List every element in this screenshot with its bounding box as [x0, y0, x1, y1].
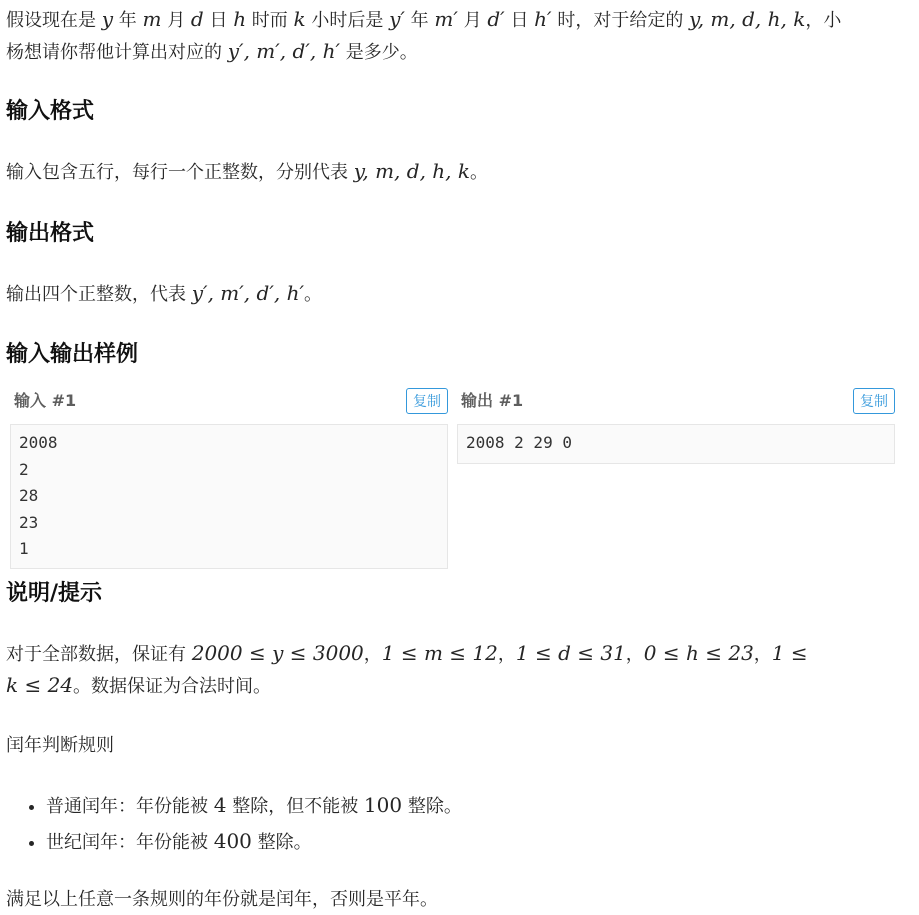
- output-format-heading: 输出格式: [6, 221, 95, 246]
- constraint-y: 2000 ≤ y ≤ 3000: [191, 641, 364, 665]
- desc-text: 杨想请你帮他计算出对应的: [6, 42, 228, 63]
- desc-text: 月: [457, 10, 488, 31]
- input-format-heading: 输入格式: [6, 99, 95, 124]
- leap-year-conclusion: 满足以上任意一条规则的年份就是闰年，否则是平年。: [6, 889, 438, 910]
- sample-output-header: [457, 388, 895, 418]
- hint-separator: ，: [497, 644, 516, 665]
- desc-text: 时而: [246, 10, 294, 31]
- input-format-desc: 。: [470, 162, 489, 183]
- var-m-prime: m′: [434, 7, 458, 31]
- desc-text: 是多少。: [340, 42, 418, 63]
- output-vars: y′, m′, d′, h′: [191, 281, 304, 305]
- var-h-prime: h′: [534, 7, 552, 31]
- sample-input-code[interactable]: 2008 2 28 23 1: [10, 424, 448, 569]
- var-output-list: y′, m′, d′, h′: [227, 39, 340, 63]
- copy-input-button[interactable]: 复制: [406, 388, 448, 414]
- var-d: d: [190, 7, 204, 31]
- leap-year-title: 闰年判断规则: [6, 735, 114, 756]
- desc-text: 日: [504, 10, 535, 31]
- output-format-text: [6, 278, 896, 310]
- desc-text: 假设现在是: [6, 10, 102, 31]
- desc-text: 月: [161, 10, 191, 31]
- samples-heading: 输入输出样例: [6, 342, 139, 367]
- constraint-k-end: k ≤ 24: [6, 673, 74, 697]
- sample-output-block: [457, 388, 895, 466]
- rule-text: 整除。: [402, 796, 462, 817]
- leap-year-rules: [6, 788, 896, 860]
- var-h: h: [233, 7, 247, 31]
- output-format-desc: 。: [304, 284, 322, 305]
- constraint-h: 0 ≤ h ≤ 23: [643, 641, 754, 665]
- desc-text: 小时后是: [305, 10, 390, 31]
- rule-text: 普通闰年：年份能被: [46, 796, 214, 817]
- hint-separator: ，: [625, 644, 644, 665]
- constraint-m: 1 ≤ m ≤ 12: [381, 641, 498, 665]
- constraint-k-start: 1 ≤: [771, 641, 808, 665]
- rule-text: 世纪闰年：年份能被: [46, 832, 214, 853]
- desc-text: 时，对于给定的: [551, 10, 690, 31]
- hint-text: 对于全部数据，保证有: [6, 644, 192, 665]
- rule-century-leap: [46, 824, 896, 860]
- desc-text: 年: [404, 10, 435, 31]
- hint-separator: ，: [753, 644, 772, 665]
- copy-output-button[interactable]: 复制: [853, 388, 895, 414]
- var-d-prime: d′: [487, 7, 505, 31]
- desc-text: 日: [203, 10, 234, 31]
- desc-text: 年: [113, 10, 143, 31]
- hint-separator: ，: [363, 644, 382, 665]
- input-format-text: [6, 156, 896, 188]
- rule-common-leap: [46, 788, 896, 824]
- var-m: m: [142, 7, 162, 31]
- hint-text: 。数据保证为合法时间。: [73, 676, 272, 697]
- problem-description: [6, 4, 896, 68]
- rule-text: 整除，但不能被: [226, 796, 364, 817]
- sample-input-title: 输入 #1: [14, 391, 77, 410]
- output-format-desc: 输出四个正整数，代表: [6, 284, 192, 305]
- input-vars: y, m, d, h, k: [353, 159, 471, 183]
- hint-heading: 说明/提示: [6, 581, 103, 606]
- rule-text: 整除。: [251, 832, 312, 853]
- rule-number: 4: [213, 793, 227, 817]
- rule-number: 400: [213, 829, 252, 853]
- var-y: y: [101, 7, 114, 31]
- var-k: k: [293, 7, 306, 31]
- sample-output-code[interactable]: 2008 2 29 0: [457, 424, 895, 464]
- constraint-d: 1 ≤ d ≤ 31: [515, 641, 626, 665]
- sample-input-header: [10, 388, 448, 418]
- hint-constraints: [6, 638, 896, 702]
- var-list: y, m, d, h, k: [689, 7, 806, 31]
- sample-output-title: 输出 #1: [461, 391, 524, 410]
- var-y-prime: y′: [389, 7, 405, 31]
- rule-number: 100: [363, 793, 403, 817]
- desc-text: ，小: [805, 10, 842, 31]
- sample-input-block: [10, 388, 448, 570]
- input-format-desc: 输入包含五行，每行一个正整数，分别代表: [6, 162, 354, 183]
